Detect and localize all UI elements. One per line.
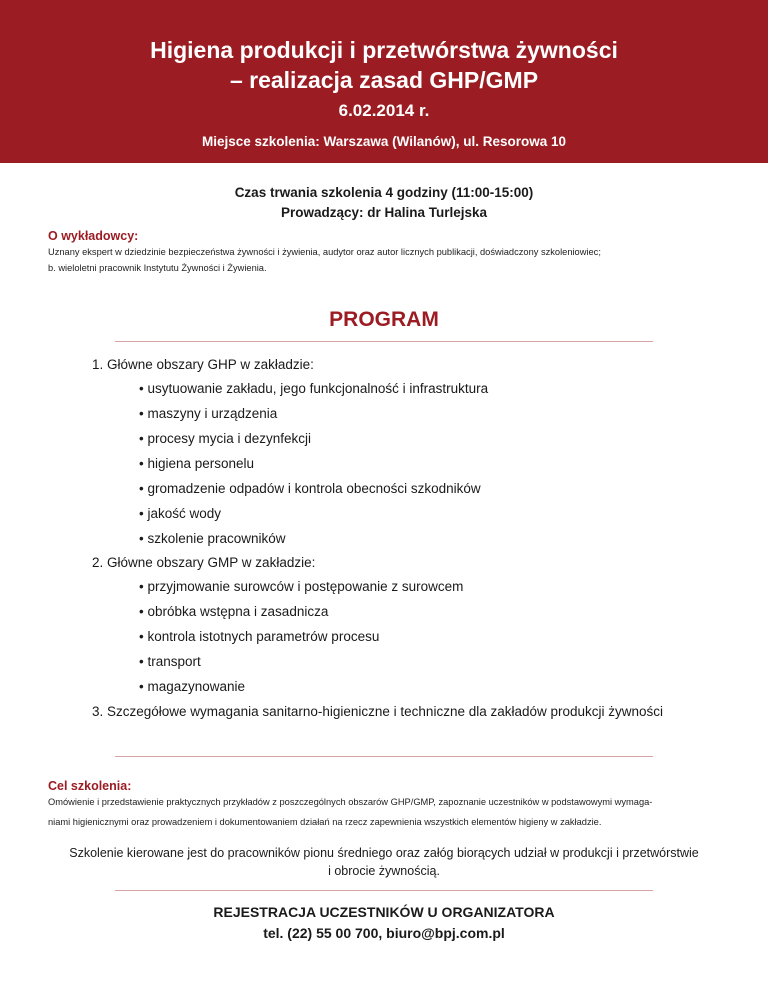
target-line2: i obrocie żywnością. xyxy=(328,864,440,878)
duration-text: Czas trwania szkolenia 4 godziny (11:00-15:00) xyxy=(234,185,534,200)
ghp-bullet: • szkolenie pracowników xyxy=(139,531,286,546)
goal-heading: Cel szkolenia: xyxy=(48,779,132,793)
program-item-3: 3. Szczegółowe wymagania sanitarno-higieniczne i techniczne dla zakładów produkcji żywności xyxy=(92,704,664,719)
lecturers-heading: O wykładowcy: xyxy=(48,229,139,243)
gmp-bullet: • przyjmowanie surowców i postępowanie z surowcem xyxy=(139,579,464,594)
ghp-bullet: • usytuowanie zakładu, jego funkcjonalność i infrastruktura xyxy=(139,381,489,396)
gmp-bullet: • kontrola istotnych parametrów procesu xyxy=(139,629,380,644)
divider xyxy=(115,890,653,891)
trainer-text: Prowadzący: dr Halina Turlejska xyxy=(280,205,488,220)
ghp-bullet: • gromadzenie odpadów i kontrola obecności szkodników xyxy=(139,481,481,496)
header-banner xyxy=(0,0,768,163)
page-title-line1: Higiena produkcji i przetwórstwa żywności xyxy=(150,37,618,63)
target-line1: Szkolenie kierowane jest do pracowników pionu średniego oraz załóg biorących udział w produkcji i przetwórstwie xyxy=(69,846,699,860)
divider xyxy=(115,341,653,342)
goal-text-line2: niami higienicznymi oraz prowadzeniem i dokumentowaniem działań na rzecz zapewnienia wszystkich elementów higieny w zakładzie. xyxy=(48,817,602,827)
ghp-bullet: • higiena personelu xyxy=(139,456,255,471)
ghp-bullet: • maszyny i urządzenia xyxy=(139,406,278,421)
gmp-bullet: • obróbka wstępna i zasadnicza xyxy=(139,604,329,619)
program-heading: PROGRAM xyxy=(329,308,439,331)
gmp-bullet: • transport xyxy=(139,654,201,669)
registration-heading: REJESTRACJA UCZESTNIKÓW U ORGANIZATORA xyxy=(213,904,555,920)
program-item-2: 2. Główne obszary GMP w zakładzie: xyxy=(92,555,316,570)
lecturers-text-line2: b. wieloletni pracownik Instytutu Żywności i Żywienia. xyxy=(48,263,267,273)
lecturers-text-line1: Uznany ekspert w dziedzinie bezpieczeństwa żywności i żywienia, audytor oraz autor licznych publikacji, doświadczony szkoleniowiec; xyxy=(48,247,601,257)
registration-contact: tel. (22) 55 00 700, biuro@bpj.com.pl xyxy=(263,925,505,941)
divider xyxy=(115,756,653,757)
event-date: 6.02.2014 r. xyxy=(338,101,430,120)
program-item-1: 1. Główne obszary GHP w zakładzie: xyxy=(92,357,314,372)
ghp-bullet: • jakość wody xyxy=(139,506,222,521)
event-place: Miejsce szkolenia: Warszawa (Wilanów), ul. Resorowa 10 xyxy=(202,134,566,149)
page-title-line2: – realizacja zasad GHP/GMP xyxy=(229,67,539,93)
goal-text-line1: Omówienie i przedstawienie praktycznych przykładów z poszczególnych obszarów GHP/GMP, zapoznanie uczestników w podstawowymi wymaga- xyxy=(48,797,653,807)
ghp-bullet: • procesy mycia i dezynfekcji xyxy=(139,431,312,446)
target-audience-text xyxy=(40,844,728,880)
gmp-bullet: • magazynowanie xyxy=(139,679,246,694)
